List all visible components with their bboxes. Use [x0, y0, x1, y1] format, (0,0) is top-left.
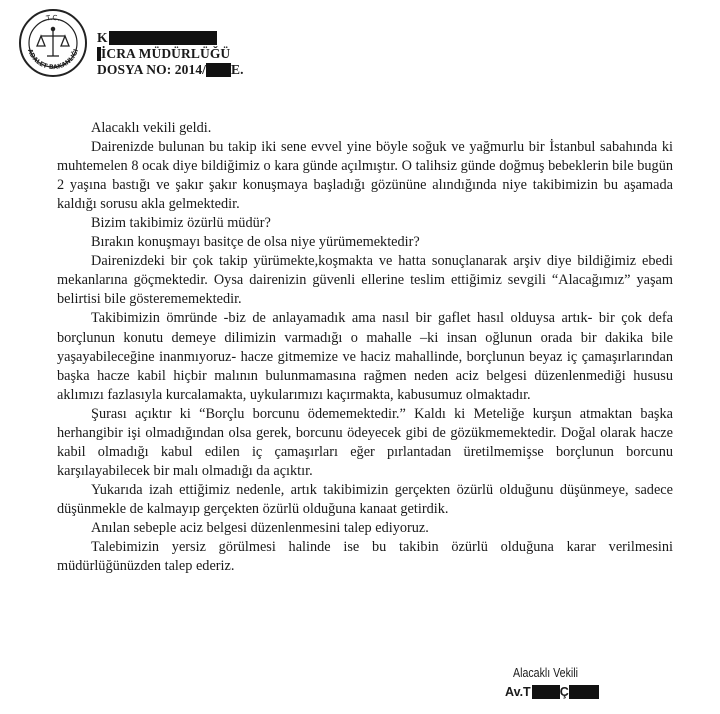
redacted-block: [206, 63, 231, 77]
paragraph-8: Yukarıda izah ettiğimiz nedenle, artık takibimizin gerçekten özürlü olduğunu düşünmeye, sadece düşünmekle de kalmayıp gerçekten özürlü olduğuna kanaat getirdik.: [57, 481, 673, 517]
scales-of-justice-icon: [37, 27, 69, 56]
office-line: İCRA MÜDÜRLÜĞÜ: [97, 46, 244, 62]
petition-body: [57, 119, 673, 576]
paragraph-10: Talebimizin yersiz görülmesi halinde ise bu takibin özürlü olduğuna karar verilmesini müdürlüğünüzden talep ederiz.: [57, 539, 673, 575]
signature-name: Av.T Ç: [505, 685, 599, 699]
paragraph-6: Takibimizin ömründe -biz de anlayamadık ama nasıl bir gaflet hasıl olduysa artık- bir çok defa borçlunun konutu demeye dilimizin varmadığı o mahalle –ki insan oğlunun orada bir dakika bile yaşayabileceğine inanmıyoruz- hacze gitmemize ve haciz mahallinde, borçlunun beyaz iç çamaşırlarından başka hacze kabil hiçbir malının bulunmamasına rağmen neden aciz belgesi düzenlenmediği hususu aklımızı fazlasıyla kurcalamakta, uykularımızı kaçırmakta, kabusumuz olmaktadır.: [57, 310, 673, 403]
document-header: [97, 30, 244, 78]
paragraph-2: Dairenizde bulunan bu takip iki sene evvel yine böyle soğuk ve yağmurlu bir İstanbul sabahında ki muhtemelen 8 ocak diye bildiğimiz o kara günde açılmıştır. O talihsiz günde doğmuş bebeklerin bile bugün 2 yaşına bastığı ve şakır şakır konuşmaya başladığı gözününe alındığında niye takibimizin bu aşamada kaldığı sorusu akla gelmektedir.: [57, 139, 673, 213]
redacted-block: [109, 31, 217, 45]
paragraph-9: Anılan sebeple aciz belgesi düzenlenmesini talep ediyoruz.: [91, 519, 429, 536]
svg-text:ADALET BAKANLIĞI: ADALET BAKANLIĞI: [25, 48, 81, 72]
paragraph-4: Bırakın konuşmayı basitçe de olsa niye yürümemektedir?: [91, 234, 420, 251]
paragraph-7: Şurası açıktır ki “Borçlu borcunu ödememektedir.” Kaldı ki Meteliğe kurşun atmaktan başka herhangibir işi olmadığından olsa gerek, borcunu ödeyecek gibi de gözükmemektedir. Doğal olarak hacze kabil olmadığı kabul edilen iç çamaşırları eğer pırlantadan üretilmemişse borçlunun borcunu karşılayabilecek bir malı olmadığı da açıktır.: [57, 405, 673, 479]
paragraph-1: Alacaklı vekili geldi.: [91, 120, 212, 136]
svg-text:T.C.: T.C.: [45, 13, 61, 23]
ministry-seal-logo: [18, 8, 88, 78]
paragraph-3: Bizim takibimiz özürlü müdür?: [91, 215, 271, 232]
redacted-block: [532, 685, 560, 699]
court-name-line: K: [97, 30, 244, 46]
redacted-block: [569, 685, 599, 699]
signature-title: Alacaklı Vekili: [513, 666, 578, 680]
paragraph-5: Dairenizdeki bir çok takip yürümekte,koşmakta ve hatta sonuçlanarak arşiv diye bildiğimiz ebedi mekanlarına göçmektedir. Oysa dairenizin güvenli ellerine teslim ettiğimiz sevgili “Alacağımız” yaşam belirtisi bile gösterememektedir.: [57, 253, 673, 308]
file-number-line: DOSYA NO: 2014/ E.: [97, 62, 244, 77]
